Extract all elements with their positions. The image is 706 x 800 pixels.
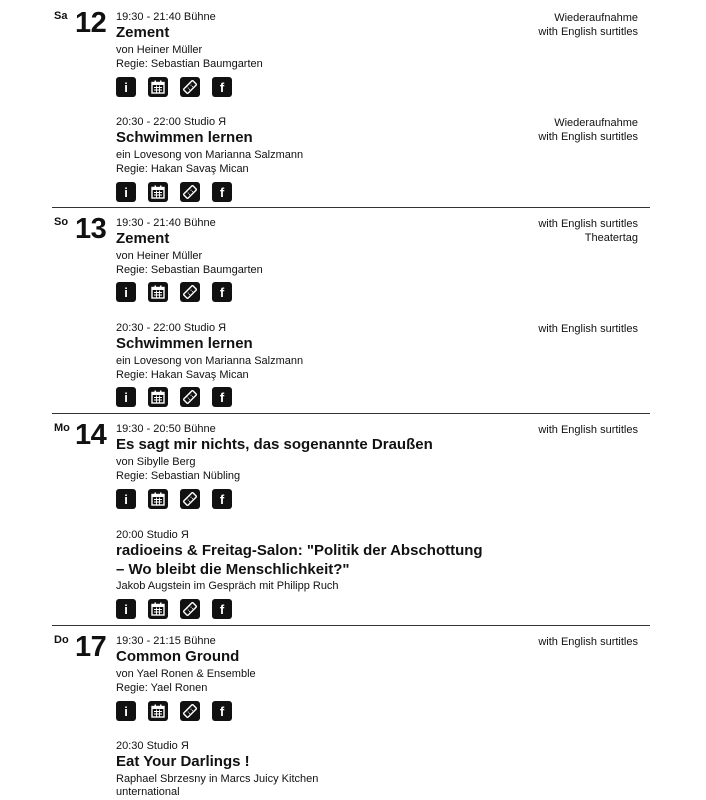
day-block bbox=[52, 207, 650, 413]
day-number: 13 bbox=[75, 213, 107, 245]
weekday-label: So bbox=[54, 216, 69, 228]
event-item bbox=[116, 740, 650, 800]
event-title[interactable]: radioeins & Freitag-Salon: "Politik der Abschottung – Wo bleibt die Menschlichkeit?" bbox=[116, 542, 483, 578]
info-icon[interactable]: i bbox=[116, 282, 136, 302]
calendar-icon[interactable] bbox=[148, 387, 168, 407]
info-icon[interactable]: i bbox=[116, 77, 136, 97]
ticket-icon[interactable] bbox=[180, 701, 200, 721]
event-actions bbox=[116, 387, 244, 407]
event-time-venue: 20:30 Studio Я bbox=[116, 740, 189, 752]
weekday-label: Sa bbox=[54, 10, 68, 22]
event-actions bbox=[116, 599, 244, 619]
day-separator bbox=[52, 625, 650, 626]
day-number: 12 bbox=[75, 7, 107, 39]
event-notes: Wiederaufnahme with English surtitles bbox=[538, 117, 638, 143]
day-separator bbox=[52, 207, 650, 208]
event-author: von Heiner Müller bbox=[116, 250, 203, 262]
event-actions bbox=[116, 489, 244, 509]
event-time-venue: 20:30 - 22:00 Studio Я bbox=[116, 322, 227, 334]
event-actions bbox=[116, 182, 244, 202]
event-description: Raphael Sbrzesny in Marcs Juicy Kitchen bbox=[116, 773, 319, 785]
ticket-icon[interactable] bbox=[180, 387, 200, 407]
event-title[interactable]: Schwimmen lernen bbox=[116, 335, 253, 352]
event-title[interactable]: Es sagt mir nichts, das sogenannte Draußen bbox=[116, 436, 433, 453]
event-time-venue: 19:30 - 21:15 Bühne bbox=[116, 635, 216, 647]
event-notes: with English surtitles Theatertag bbox=[538, 218, 638, 244]
event-item bbox=[116, 322, 650, 412]
event-time-venue: 20:00 Studio Я bbox=[116, 529, 189, 541]
ticket-icon[interactable] bbox=[180, 489, 200, 509]
facebook-icon[interactable]: f bbox=[212, 489, 232, 509]
day-block bbox=[52, 8, 650, 207]
facebook-icon[interactable]: f bbox=[212, 599, 232, 619]
event-director: Regie: Hakan Savaş Mican bbox=[116, 369, 249, 381]
event-title[interactable]: Zement bbox=[116, 230, 170, 247]
weekday-label: Do bbox=[54, 634, 69, 646]
event-director: Regie: Sebastian Nübling bbox=[116, 470, 241, 482]
info-icon[interactable]: i bbox=[116, 489, 136, 509]
info-icon[interactable]: i bbox=[116, 701, 136, 721]
event-author: von Heiner Müller bbox=[116, 44, 203, 56]
info-icon[interactable]: i bbox=[116, 182, 136, 202]
event-time-venue: 19:30 - 20:50 Bühne bbox=[116, 423, 216, 435]
event-notes: with English surtitles bbox=[538, 424, 638, 436]
event-time-venue: 20:30 - 22:00 Studio Я bbox=[116, 116, 227, 128]
event-time-venue: 19:30 - 21:40 Bühne bbox=[116, 11, 216, 23]
weekday-label: Mo bbox=[54, 422, 70, 434]
event-title[interactable]: Zement bbox=[116, 24, 170, 41]
calendar-icon[interactable] bbox=[148, 182, 168, 202]
event-notes: with English surtitles bbox=[538, 636, 638, 648]
event-item bbox=[116, 423, 650, 518]
calendar-icon[interactable] bbox=[148, 701, 168, 721]
event-author: ein Lovesong von Marianna Salzmann bbox=[116, 355, 304, 367]
calendar-icon[interactable] bbox=[148, 489, 168, 509]
facebook-icon[interactable]: f bbox=[212, 282, 232, 302]
event-item bbox=[116, 635, 650, 730]
facebook-icon[interactable]: f bbox=[212, 182, 232, 202]
calendar-icon[interactable] bbox=[148, 599, 168, 619]
event-item bbox=[116, 116, 650, 206]
facebook-icon[interactable]: f bbox=[212, 77, 232, 97]
event-item bbox=[116, 529, 650, 624]
event-director: Regie: Sebastian Baumgarten bbox=[116, 264, 263, 276]
ticket-icon[interactable] bbox=[180, 77, 200, 97]
day-number: 14 bbox=[75, 419, 107, 451]
info-icon[interactable]: i bbox=[116, 599, 136, 619]
ticket-icon[interactable] bbox=[180, 182, 200, 202]
ticket-icon[interactable] bbox=[180, 599, 200, 619]
event-title[interactable]: Schwimmen lernen bbox=[116, 129, 253, 146]
event-director: Regie: Hakan Savaş Mican bbox=[116, 163, 249, 175]
event-description: unternational bbox=[116, 786, 180, 798]
event-author: ein Lovesong von Marianna Salzmann bbox=[116, 149, 304, 161]
event-time-venue: 19:30 - 21:40 Bühne bbox=[116, 217, 216, 229]
event-item bbox=[116, 11, 650, 101]
facebook-icon[interactable]: f bbox=[212, 701, 232, 721]
event-director: Regie: Yael Ronen bbox=[116, 682, 208, 694]
event-item bbox=[116, 217, 650, 307]
event-title[interactable]: Common Ground bbox=[116, 648, 240, 665]
day-block bbox=[52, 625, 650, 800]
calendar-icon[interactable] bbox=[148, 282, 168, 302]
event-actions bbox=[116, 701, 244, 721]
event-title[interactable]: Eat Your Darlings ! bbox=[116, 753, 250, 770]
event-author: von Yael Ronen & Ensemble bbox=[116, 668, 256, 680]
day-number: 17 bbox=[75, 631, 107, 663]
facebook-icon[interactable]: f bbox=[212, 387, 232, 407]
event-actions bbox=[116, 282, 244, 302]
ticket-icon[interactable] bbox=[180, 282, 200, 302]
info-icon[interactable]: i bbox=[116, 387, 136, 407]
event-notes: with English surtitles bbox=[538, 323, 638, 335]
event-notes: Wiederaufnahme with English surtitles bbox=[538, 12, 638, 38]
day-block bbox=[52, 413, 650, 625]
event-author: von Sibylle Berg bbox=[116, 456, 196, 468]
event-actions bbox=[116, 77, 244, 97]
event-description: Jakob Augstein im Gespräch mit Philipp Ruch bbox=[116, 580, 339, 592]
calendar-icon[interactable] bbox=[148, 77, 168, 97]
day-separator bbox=[52, 413, 650, 414]
event-director: Regie: Sebastian Baumgarten bbox=[116, 58, 263, 70]
